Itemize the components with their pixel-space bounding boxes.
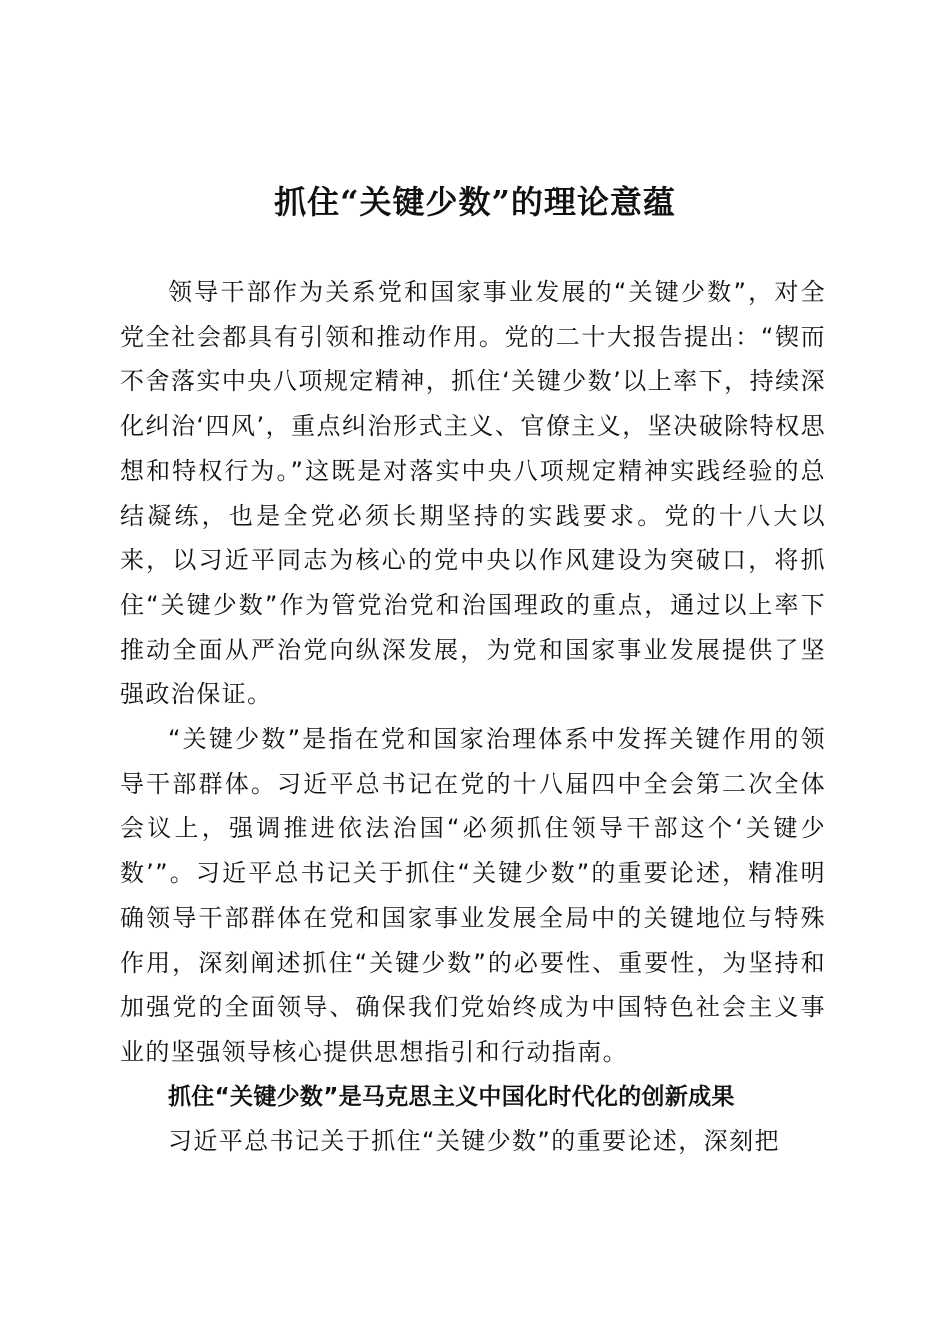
paragraph-2: “关键少数”是指在党和国家治理体系中发挥关键作用的领导干部群体。习近平总书记在党的十八届四中全会第二次全体会议上，强调推进依法治国“必须抓住领导干部这个‘关键少数’”。习近平总书记关于抓住“关键少数”的重要论述，精准明确领导干部群体在党和国家事业发展全局中的关键地位与特殊作用，深刻阐述抓住“关键少数”的必要性、重要性，为坚持和加强党的全面领导、确保我们党始终成为中国特色社会主义事业的坚强领导核心提供思想指引和行动指南。 [120, 725, 826, 1066]
document-body [120, 270, 826, 1164]
section-heading: 抓住“关键少数”是马克思主义中国化时代化的创新成果 [168, 1083, 735, 1110]
document-title: 抓住“关键少数”的理论意蕴 [274, 183, 676, 221]
paragraph-3: 习近平总书记关于抓住“关键少数”的重要论述，深刻把 [168, 1127, 780, 1156]
paragraph-1: 领导干部作为关系党和国家事业发展的“关键少数”，对全党全社会都具有引领和推动作用。党的二十大报告提出：“锲而不舍落实中央八项规定精神，抓住‘关键少数’以上率下，持续深化纠治‘四风’，重点纠治形式主义、官僚主义，坚决破除特权思想和特权行为。”这既是对落实中央八项规定精神实践经验的总结凝练，也是全党必须长期坚持的实践要求。党的十八大以来，以习近平同志为核心的党中央以作风建设为突破口，将抓住“关键少数”作为管党治党和治国理政的重点，通过以上率下推动全面从严治党向纵深发展，为党和国家事业发展提供了坚强政治保证。 [120, 278, 826, 709]
